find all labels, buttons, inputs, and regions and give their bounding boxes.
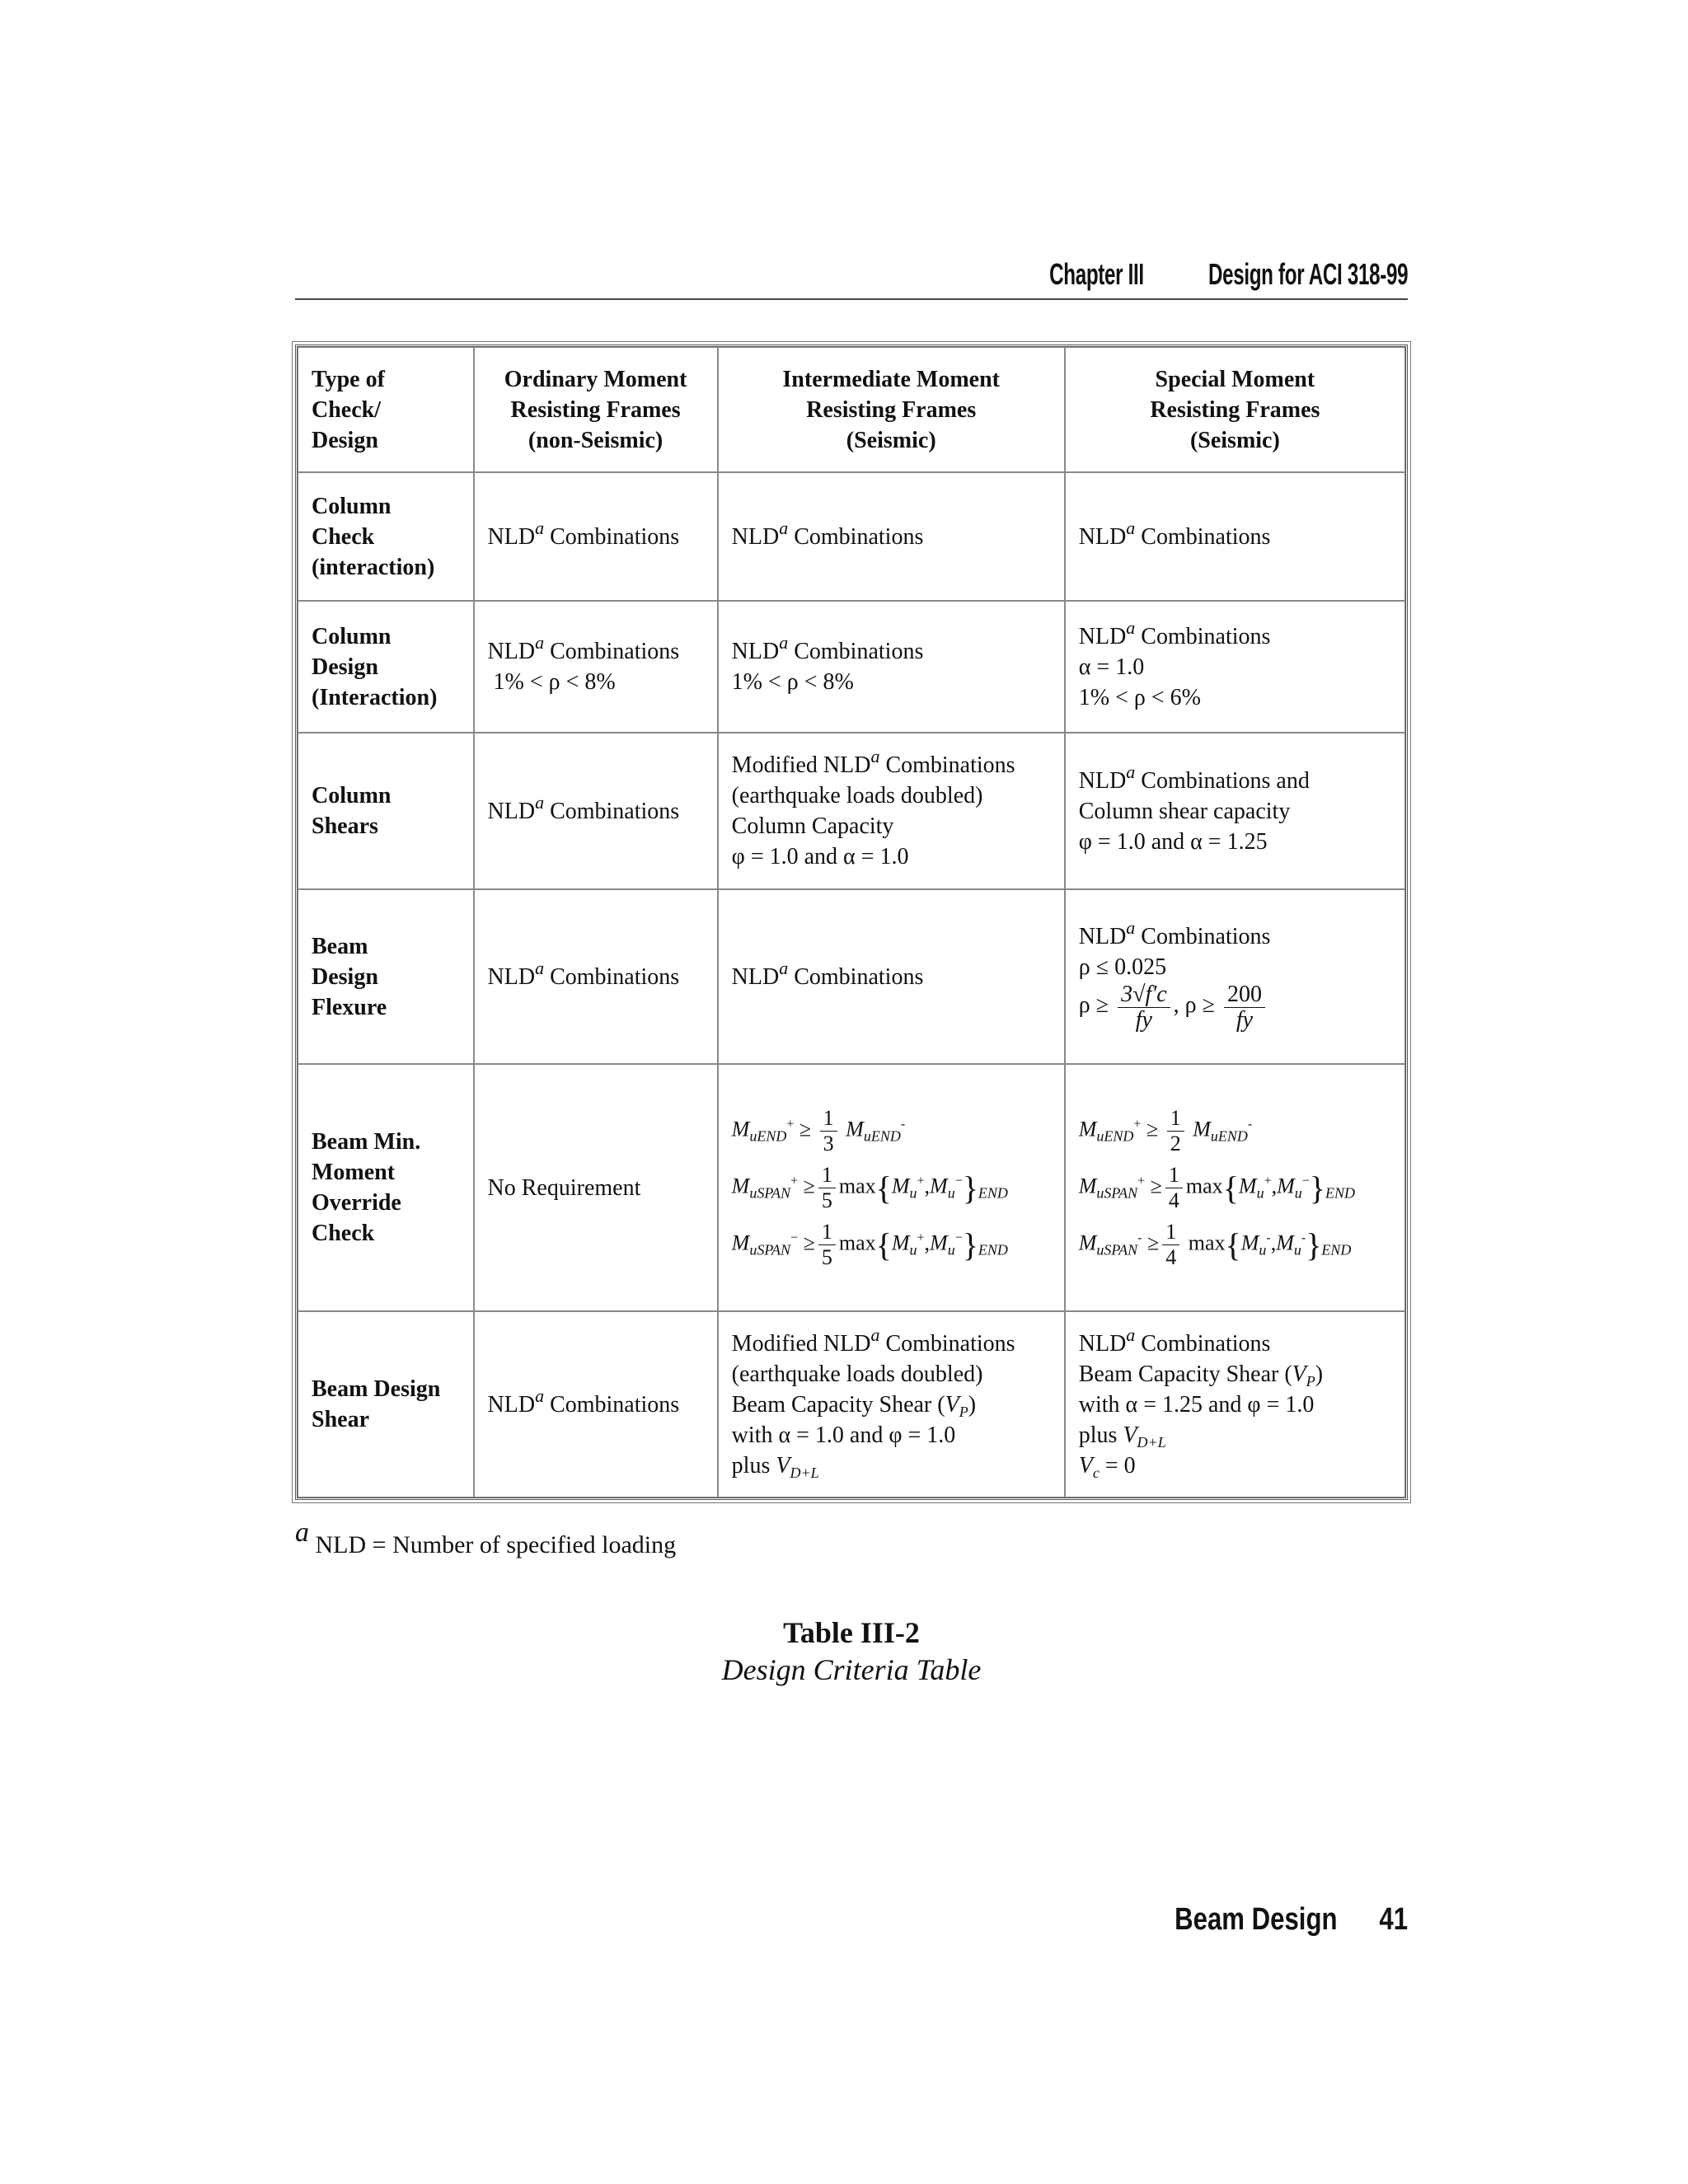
cell-special: NLD$^a$ Combinations and Column shear capacity φ = 1.0 and α = 1.25: [1065, 733, 1405, 889]
row-label-beam-min-moment: Beam Min. Moment Override Check: [298, 1064, 474, 1311]
footer-section: Beam Design: [1175, 1902, 1338, 1937]
table-row: [298, 472, 1405, 601]
table-caption-title: Table III-2: [783, 1616, 920, 1649]
cell-intermediate: Modified NLD$^a$ Combinations (earthquake loads doubled) Beam Capacity Shear $(V_P)$ with α = 1.0 and φ = 1.0 plus $V_{D+L}$: [718, 1311, 1065, 1497]
design-criteria-table: [295, 344, 1408, 1500]
table-row: [298, 1311, 1405, 1497]
chapter-label: Chapter III: [1049, 257, 1144, 291]
table-row: [298, 1064, 1405, 1311]
footnote: $^a$ NLD = Number of specified loading: [295, 1517, 677, 1558]
cell-intermediate: NLD$^a$ Combinations 1% < ρ < 8%: [718, 601, 1065, 733]
cell-intermediate: NLD$^a$ Combinations: [718, 889, 1065, 1064]
header-ordinary: Ordinary Moment Resisting Frames (non-Seismic): [474, 347, 718, 472]
header-type: Type of Check/ Design: [298, 347, 474, 472]
cell-ordinary: NLD$^a$ Combinations: [474, 1311, 718, 1497]
running-footer: [295, 1902, 1408, 1938]
table-row: [298, 601, 1405, 733]
header-intermediate: Intermediate Moment Resisting Frames (Seismic): [718, 347, 1065, 472]
cell-special: NLD$^a$ Combinations ρ ≤ 0.025 ρ ≥ $\frac{3√f'c}{fy}$ , ρ ≥ $\frac{200}{fy}$: [1065, 889, 1405, 1064]
running-header: [295, 257, 1408, 300]
table-row: [298, 889, 1405, 1064]
header-special: Special Moment Resisting Frames (Seismic): [1065, 347, 1405, 472]
row-label-beam-shear: Beam Design Shear: [298, 1311, 474, 1497]
cell-ordinary: NLD$^a$ Combinations: [474, 472, 718, 601]
page-number: 41: [1379, 1902, 1408, 1937]
cell-ordinary: NLD$^a$ Combinations 1% < ρ < 8%: [474, 601, 718, 733]
cell-ordinary: NLD$^a$ Combinations: [474, 889, 718, 1064]
table-row: [298, 733, 1405, 889]
cell-intermediate: $M_{uEND}^+$ ≥ $\frac{1}{3}$ $M_{uEND}^-$ $M_{uSPAN}^+$ ≥ $\frac{1}{5}$ $\max\{M_u^+,M_u^-\}_{END}$ $M_{uSPAN}^-$ ≥ $\frac{1}{5}$ $\max\{M_u^+,M_u^-\}_{END}$: [718, 1064, 1065, 1311]
cell-special: NLD$^a$ Combinations α = 1.0 1% < ρ < 6%: [1065, 601, 1405, 733]
chapter-title: Design for ACI 318-99: [1207, 257, 1408, 291]
row-label-column-design: Column Design (Interaction): [298, 601, 474, 733]
cell-ordinary: NLD$^a$ Combinations: [474, 733, 718, 889]
rho-min-formula: ρ ≥ $\frac{3√f'c}{fy}$ , ρ ≥ $\frac{200}{fy}$: [1079, 992, 1268, 1018]
table-header-row: [298, 347, 1405, 472]
row-label-beam-flexure: Beam Design Flexure: [298, 889, 474, 1064]
cell-special: NLD$^a$ Combinations Beam Capacity Shear $(V_P)$ with α = 1.25 and φ = 1.0 plus $V_{D+L}$ $V_c = 0$: [1065, 1311, 1405, 1497]
row-label-column-check: Column Check (interaction): [298, 472, 474, 601]
row-label-column-shears: Column Shears: [298, 733, 474, 889]
cell-special: NLD$^a$ Combinations: [1065, 472, 1405, 601]
cell-intermediate: Modified NLD$^a$ Combinations (earthquake loads doubled) Column Capacity φ = 1.0 and α = 1.0: [718, 733, 1065, 889]
table-caption-subtitle: Design Criteria Table: [721, 1653, 982, 1686]
cell-special: $M_{uEND}^+$ ≥ $\frac{1}{2}$ $M_{uEND}^-$ $M_{uSPAN}^+$ ≥ $\frac{1}{4}$ $\max\{M_u^+,M_u^-\}_{END}$ $M_{uSPAN}^-$ ≥ $\frac{1}{4}$ $\max\{M_u^-,M_u^-\}_{END}$: [1065, 1064, 1405, 1311]
cell-ordinary: No Requirement: [474, 1064, 718, 1311]
cell-intermediate: NLD$^a$ Combinations: [718, 472, 1065, 601]
